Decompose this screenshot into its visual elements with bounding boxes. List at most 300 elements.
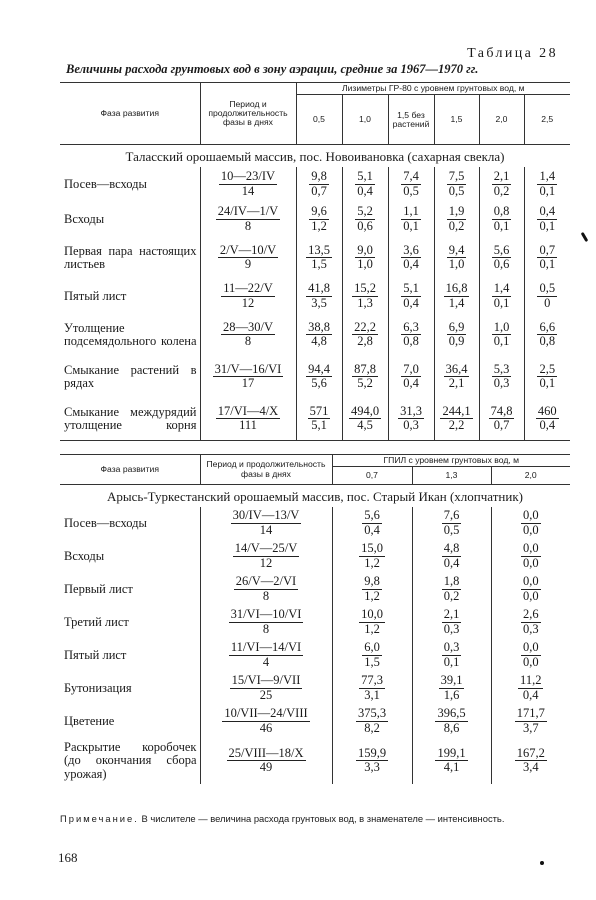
value-cell [412,738,491,784]
denominator: 1,5 [311,257,327,272]
fraction [213,363,284,391]
header-level: 2,0 [491,467,570,485]
gpil-table [60,454,570,784]
numerator: 0,0 [522,508,539,523]
period-days: 46 [259,720,273,735]
table-row [60,202,570,237]
value-cell [479,356,524,398]
numerator: 11,2 [520,673,542,688]
denominator: 0,3 [493,376,510,391]
numerator: 5,1 [403,281,419,296]
fraction [401,282,421,310]
period-cell [200,356,296,398]
numerator: 0,7 [539,242,556,257]
value-cell [332,672,412,705]
fraction [352,363,378,391]
fraction [221,321,275,349]
fraction [355,205,375,233]
denominator: 0,5 [443,522,460,537]
fraction [521,641,541,669]
numerator: 2,1 [443,607,460,622]
value-cell [332,540,412,573]
fraction [231,509,302,537]
value-cell [342,167,388,202]
value-cell [479,167,524,202]
denominator: 0,9 [448,334,465,349]
denominator: 0,2 [493,183,510,198]
table-row [60,356,570,398]
fraction [229,641,303,669]
phase-cell: Первый лист [60,573,200,606]
fraction [447,170,467,198]
denominator: 2,2 [448,418,465,433]
value-cell [491,507,570,540]
denominator: 3,5 [311,295,327,310]
header-phase: Фаза развития [60,83,200,145]
fraction [359,542,385,570]
numerator: 36,4 [445,361,468,376]
value-cell [332,738,412,784]
fraction [537,170,557,198]
fraction [355,244,375,272]
denominator: 0,1 [443,654,460,669]
header-level: 2,5 [524,95,570,145]
numerator: 0,4 [539,204,556,219]
table-row [60,167,570,202]
header-level: 2,0 [479,95,524,145]
header-level: 1,3 [412,467,491,485]
value-cell [388,167,434,202]
value-cell [524,167,570,202]
value-cell [412,606,491,639]
fraction [398,405,424,433]
value-cell [491,573,570,606]
numerator: 494,0 [350,403,380,418]
numerator: 10,0 [361,607,383,622]
section-title: Арысь-Туркестанский орошаемый массив, пос. Старый Икан (хлопчатник) [60,485,570,508]
value-cell [479,314,524,356]
period-cell [200,573,332,606]
fraction [229,608,304,636]
fraction [447,244,467,272]
fraction [442,575,462,603]
denominator: 0,6 [357,218,373,233]
fraction [492,170,512,198]
value-cell [342,314,388,356]
numerator: 5,2 [357,204,373,219]
value-cell [412,639,491,672]
value-cell [296,279,342,314]
numerator: 396,5 [437,706,466,721]
numerator: 0,0 [522,640,539,655]
denominator: 0,0 [522,555,539,570]
fraction [442,641,462,669]
period-days: 14 [241,183,255,198]
denominator: 0,4 [539,418,556,433]
period-days: 49 [259,760,273,775]
header-level: 1,5 без растений [388,95,434,145]
value-cell [412,573,491,606]
numerator: 31,3 [400,403,422,418]
period-days: 8 [244,218,252,233]
fraction [447,205,467,233]
numerator: 1,1 [403,204,419,219]
denominator: 0,1 [539,218,556,233]
period-dates: 17/VI—4/X [217,403,279,418]
numerator: 9,4 [448,242,465,257]
denominator: 1,0 [448,257,465,272]
numerator: 6,3 [403,319,419,334]
numerator: 16,8 [445,281,468,296]
fraction [440,405,472,433]
period-days: 14 [259,522,273,537]
numerator: 77,3 [361,673,383,688]
fraction [401,244,421,272]
denominator: 0,1 [403,218,419,233]
period-days: 8 [262,588,270,603]
period-dates: 24/IV—1/V [217,204,279,219]
period-dates: 30/IV—13/V [232,508,300,523]
table-row [60,606,570,639]
phase-cell: Третий лист [60,606,200,639]
fraction [521,575,541,603]
table-label: Таблица 28 [467,46,558,61]
fraction [309,170,329,198]
numerator: 6,0 [364,640,380,655]
value-cell [296,237,342,279]
numerator: 0,3 [443,640,460,655]
numerator: 159,9 [357,745,387,760]
numerator: 7,6 [443,508,460,523]
header-lysimeter-group: Лизиметры ГР-80 с уровнем грунтовых вод, м [296,83,570,95]
fraction [492,363,512,391]
value-cell [491,606,570,639]
header-gpil-group: ГПИЛ с уровнем грунтовых вод, м [332,455,570,467]
period-cell [200,398,296,441]
fraction [362,641,382,669]
header-level: 1,0 [342,95,388,145]
denominator: 0,3 [443,621,460,636]
period-dates: 11/VI—14/VI [230,640,302,655]
period-cell [200,705,332,738]
fraction [233,542,300,570]
fraction [356,747,388,775]
numerator: 9,6 [311,204,327,219]
numerator: 1,0 [493,319,510,334]
fraction [306,321,332,349]
denominator: 0,4 [403,257,419,272]
fraction [401,205,421,233]
fraction [492,244,512,272]
denominator: 0,7 [493,418,510,433]
denominator: 1,2 [311,218,327,233]
value-cell [524,314,570,356]
fraction [359,608,385,636]
fraction [521,608,541,636]
value-cell [434,167,479,202]
numerator: 15,2 [354,281,376,296]
numerator: 41,8 [308,281,330,296]
fraction [362,575,382,603]
fraction [401,170,421,198]
value-cell [296,356,342,398]
numerator: 15,0 [361,541,383,556]
denominator: 0,3 [403,418,419,433]
period-cell [200,540,332,573]
period-cell [200,672,332,705]
ink-speck [540,861,544,865]
numerator: 1,4 [493,281,510,296]
period-dates: 15/VI—9/VII [231,673,301,688]
period-dates: 26/V—2/VI [235,574,297,589]
denominator: 8,6 [443,720,460,735]
fraction [537,321,557,349]
fraction [216,205,280,233]
fraction [536,405,559,433]
value-cell [524,356,570,398]
denominator: 0,1 [539,257,556,272]
numerator: 244,1 [442,403,471,418]
value-cell [296,202,342,237]
period-cell [200,202,296,237]
value-cell [524,398,570,441]
lysimeter-table [60,82,570,441]
phase-cell: Утолщение подсемядольного колена [60,314,200,356]
value-cell [524,202,570,237]
numerator: 375,3 [357,706,387,721]
value-cell [342,279,388,314]
period-days: 25 [259,687,273,702]
fraction [349,405,381,433]
table-row [60,507,570,540]
phase-cell: Первая пара настоящих листьев [60,237,200,279]
numerator: 9,8 [364,574,380,589]
value-cell [296,398,342,441]
period-cell [200,237,296,279]
phase-cell: Всходы [60,202,200,237]
numerator: 6,6 [539,319,556,334]
fraction [362,509,382,537]
phase-cell: Смыкание междурядий утолщение корня [60,398,200,441]
value-cell [342,398,388,441]
value-cell [434,237,479,279]
period-days: 12 [241,295,255,310]
value-cell [491,672,570,705]
table-row [60,672,570,705]
phase-cell: Бутонизация [60,672,200,705]
fraction [537,244,557,272]
fraction [442,509,462,537]
header-level: 0,7 [332,467,412,485]
period-cell [200,639,332,672]
period-cell [200,167,296,202]
table-row [60,639,570,672]
denominator: 0,5 [448,183,465,198]
fraction [401,363,421,391]
value-cell [388,237,434,279]
phase-cell: Посев—всходы [60,167,200,202]
denominator: 0,1 [539,376,556,391]
value-cell [434,279,479,314]
ink-speck [581,232,589,242]
numerator: 7,5 [448,169,465,184]
numerator: 7,4 [403,169,419,184]
value-cell [491,738,570,784]
period-cell [200,279,296,314]
numerator: 1,4 [539,169,556,184]
header-level: 1,5 [434,95,479,145]
denominator: 0,1 [493,295,510,310]
fraction [492,205,512,233]
denominator: 0,4 [522,687,539,702]
value-cell [491,639,570,672]
denominator: 1,6 [443,687,460,702]
period-dates: 31/V—16/VI [214,361,282,376]
denominator: 0,4 [403,295,419,310]
numerator: 0,5 [539,281,556,296]
fraction [230,674,303,702]
numerator: 5,6 [493,242,510,257]
fraction [442,608,462,636]
numerator: 2,1 [493,169,510,184]
value-cell [388,202,434,237]
fraction [521,542,541,570]
denominator: 1,2 [364,588,380,603]
value-cell [491,705,570,738]
fraction [352,321,378,349]
numerator: 22,2 [354,319,376,334]
fraction [492,282,512,310]
period-dates: 31/VI—10/VI [230,607,302,622]
numerator: 171,7 [516,706,545,721]
fraction [234,575,298,603]
fraction [221,282,275,310]
numerator: 38,8 [308,319,330,334]
period-dates: 10/VII—24/VIII [224,706,308,721]
value-cell [479,237,524,279]
period-days: 9 [244,257,252,272]
table-note [60,813,566,825]
fraction [219,170,277,198]
fraction [355,170,375,198]
numerator: 94,4 [308,361,330,376]
fraction [306,282,332,310]
fraction [306,244,332,272]
phase-cell: Пятый лист [60,639,200,672]
section-title: Таласский орошаемый массив, пос. Новоивановка (сахарная свекла) [60,145,570,168]
denominator: 0,1 [493,334,510,349]
fraction [359,674,385,702]
numerator: 6,9 [448,319,465,334]
fraction [435,747,467,775]
denominator: 4,8 [311,334,327,349]
numerator: 7,0 [403,361,419,376]
value-cell [434,356,479,398]
numerator: 13,5 [308,242,330,257]
denominator: 1,2 [364,555,380,570]
fraction [537,205,557,233]
period-dates: 25/VIII—18/X [228,745,304,760]
denominator: 0,2 [443,588,460,603]
fraction [216,405,280,433]
denominator: 0,7 [311,183,327,198]
value-cell [412,705,491,738]
denominator: 0,0 [522,522,539,537]
value-cell [388,279,434,314]
numerator: 0,0 [522,541,539,556]
denominator: 0,3 [522,621,539,636]
denominator: 0,8 [403,334,419,349]
table-title: Величины расхода грунтовых вод в зону аэрации, средние за 1967—1970 гг. [66,62,479,76]
table-row [60,314,570,356]
period-days: 12 [259,555,273,570]
value-cell [524,279,570,314]
header-period: Период и продолжительность фазы в днях [200,455,332,485]
denominator: 0,2 [448,218,465,233]
numerator: 2,6 [522,607,539,622]
period-dates: 11—22/V [223,281,273,296]
numerator: 0,0 [522,574,539,589]
fraction [309,205,329,233]
denominator: 2,8 [357,334,373,349]
denominator: 1,0 [357,257,373,272]
value-cell [491,540,570,573]
fraction [537,282,557,310]
fraction [308,405,331,433]
numerator: 571 [309,403,329,418]
fraction [218,244,278,272]
denominator: 8,2 [364,720,380,735]
page-number: 168 [58,850,78,865]
value-cell [332,573,412,606]
denominator: 1,3 [357,295,373,310]
denominator: 0,1 [493,218,510,233]
denominator: 0,1 [539,183,556,198]
fraction [444,363,470,391]
numerator: 3,6 [403,242,419,257]
denominator: 0,4 [403,376,419,391]
numerator: 5,6 [364,508,380,523]
value-cell [479,398,524,441]
note-head: Примечание. [60,813,139,824]
period-cell [200,314,296,356]
denominator: 4,1 [443,760,460,775]
denominator: 0,8 [539,334,556,349]
fraction [489,405,515,433]
phase-cell: Смыкание растений в рядах [60,356,200,398]
fraction [306,363,332,391]
fraction [537,363,557,391]
period-days: 8 [262,621,270,636]
numerator: 39,1 [440,673,463,688]
table-row [60,398,570,441]
numerator: 4,8 [443,541,460,556]
denominator: 3,3 [364,760,380,775]
value-cell [332,606,412,639]
denominator: 0 [544,295,551,310]
phase-cell: Посев—всходы [60,507,200,540]
denominator: 0,0 [522,588,539,603]
value-cell [342,237,388,279]
numerator: 9,8 [311,169,327,184]
phase-cell: Раскрытие коробочек (до окончания сбора урожая) [60,738,200,784]
fraction [227,747,306,775]
period-dates: 28—30/V [223,319,273,334]
table-row [60,237,570,279]
value-cell [412,507,491,540]
denominator: 1,2 [364,621,380,636]
phase-cell: Цветение [60,705,200,738]
